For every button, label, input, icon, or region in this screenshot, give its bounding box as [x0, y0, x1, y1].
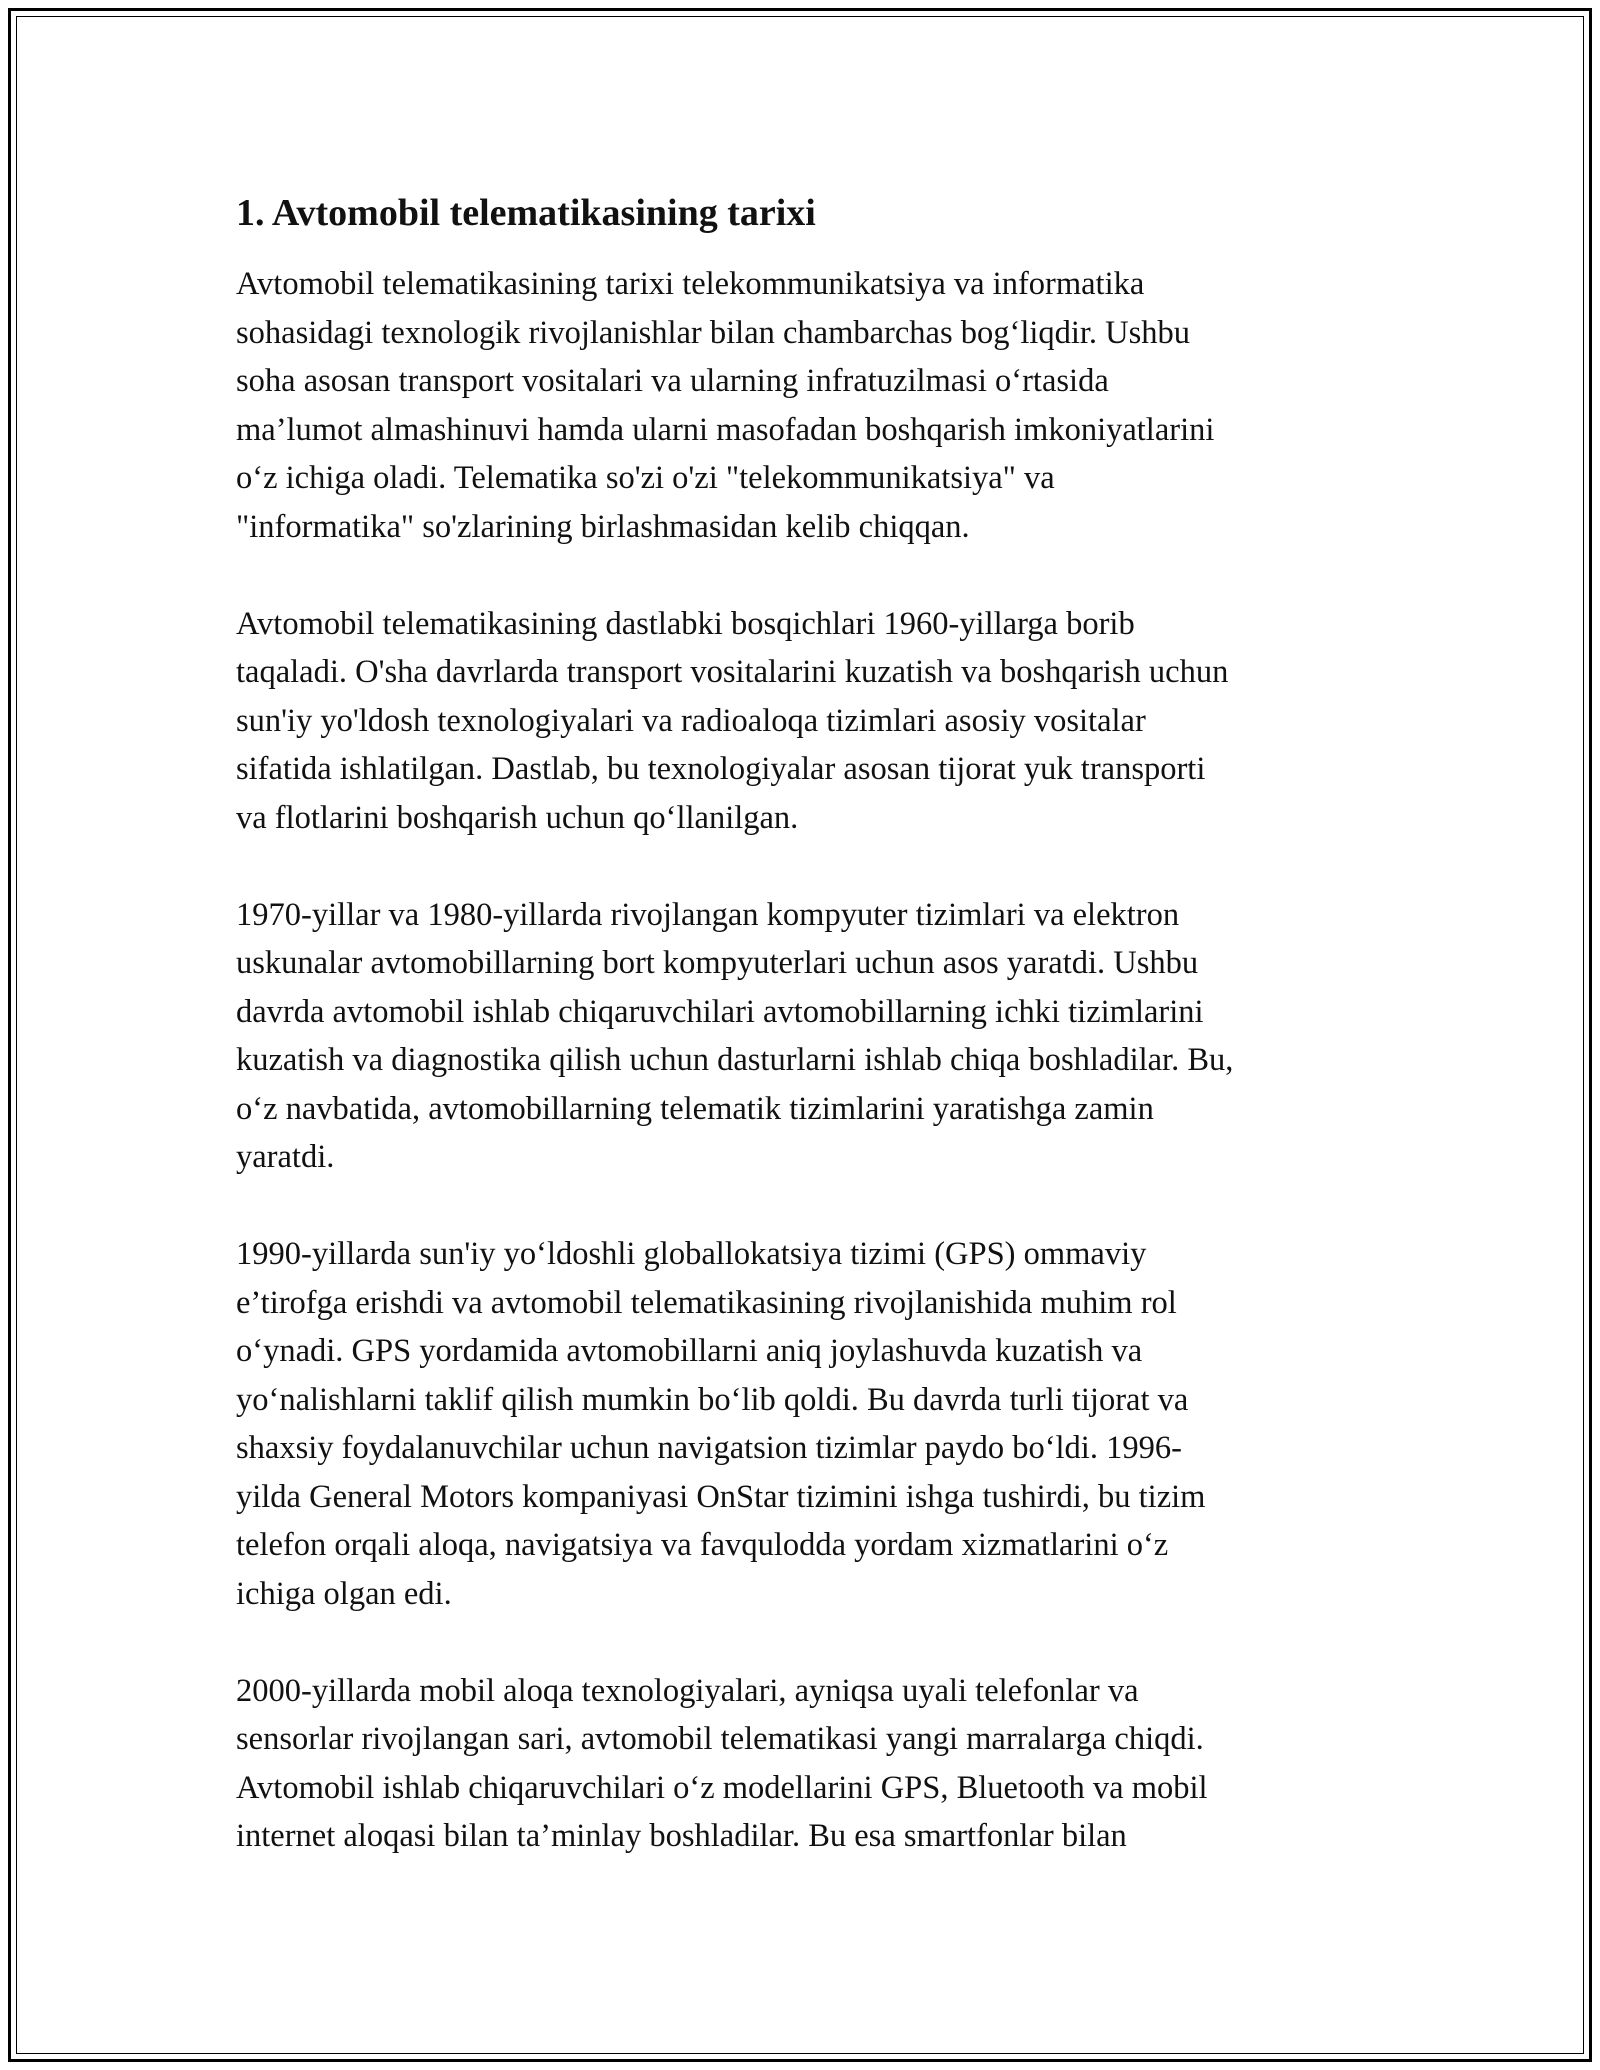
document-body: [236, 188, 1376, 1909]
text-line: telefon orqali aloqa, navigatsiya va favqulodda yordam xizmatlarini o‘z: [236, 1527, 1169, 1563]
paragraph-1990s: [236, 1230, 1376, 1618]
text-line: "informatika" so'zlarining birlashmasidan kelib chiqqan.: [236, 508, 970, 545]
text-line: internet aloqasi bilan ta’minlay boshladilar. Bu esa smartfonlar bilan: [236, 1818, 1127, 1854]
text-line: sensorlar rivojlangan sari, avtomobil telematikasi yangi marralarga chiqdi.: [236, 1721, 1204, 1757]
text-line: o‘ynadi. GPS yordamida avtomobillarni aniq joylashuvda kuzatish va: [236, 1333, 1143, 1369]
text-line: 1990-yillarda sun'iy yo‘ldoshli globallokatsiya tizimi (GPS) ommaviy: [236, 1236, 1147, 1272]
text-line: yaratdi.: [236, 1139, 335, 1175]
text-line: Avtomobil telematikasining dastlabki bosqichlari 1960-yillarga borib: [236, 605, 1135, 642]
text-line: Avtomobil ishlab chiqaruvchilari o‘z modellarini GPS, Bluetooth va mobil: [236, 1769, 1208, 1806]
text-line: kuzatish va diagnostika qilish uchun dasturlarni ishlab chiqa boshladilar. Bu,: [236, 1042, 1234, 1078]
text-line: sohasidagi texnologik rivojlanishlar bilan chambarchas bog‘liqdir. Ushbu: [236, 314, 1191, 351]
text-line: e’tirofga erishdi va avtomobil telematikasining rivojlanishida muhim rol: [236, 1284, 1177, 1321]
text-line: ma’lumot almashinuvi hamda ularni masofadan boshqarish imkoniyatlarini: [236, 411, 1215, 448]
paragraph-1960s: [236, 600, 1376, 843]
text-line: o‘z ichiga oladi. Telematika so'zi o'zi "telekommunikatsiya" va: [236, 460, 1055, 496]
text-line: soha asosan transport vositalari va ularning infratuzilmasi o‘rtasida: [236, 363, 1109, 399]
text-line: 2000-yillarda mobil aloqa texnologiyalari, ayniqsa uyali telefonlar va: [236, 1672, 1139, 1709]
text-line: 1970-yillar va 1980-yillarda rivojlangan kompyuter tizimlari va elektron: [236, 896, 1180, 933]
text-line: o‘z navbatida, avtomobillarning telematik tizimlarini yaratishga zamin: [236, 1090, 1154, 1127]
text-line: taqaladi. O'sha davrlarda transport vositalarini kuzatish va boshqarish uchun: [236, 654, 1229, 690]
text-line: shaxsiy foydalanuvchilar uchun navigatsion tizimlar paydo bo‘ldi. 1996-: [236, 1430, 1182, 1466]
paragraph-1970s-1980s: [236, 891, 1376, 1182]
text-line: yilda General Motors kompaniyasi OnStar tizimini ishga tushirdi, bu tizim: [236, 1478, 1206, 1515]
text-line: va flotlarini boshqarish uchun qo‘llanilgan.: [236, 799, 799, 836]
section-heading: 1. Avtomobil telematikasining tarixi: [236, 192, 816, 234]
text-line: Avtomobil telematikasining tarixi telekommunikatsiya va informatika: [236, 266, 1145, 302]
text-line: uskunalar avtomobillarning bort kompyuterlari uchun asos yaratdi. Ushbu: [236, 945, 1199, 981]
text-line: davrda avtomobil ishlab chiqaruvchilari avtomobillarning ichki tizimlarini: [236, 993, 1204, 1030]
text-line: ichiga olgan edi.: [236, 1575, 452, 1612]
paragraph-intro: [236, 260, 1376, 551]
text-line: yo‘nalishlarni taklif qilish mumkin bo‘lib qoldi. Bu davrda turli tijorat va: [236, 1381, 1189, 1418]
text-line: sifatida ishlatilgan. Dastlab, bu texnologiyalar asosan tijorat yuk transporti: [236, 751, 1206, 787]
text-line: sun'iy yo'ldosh texnologiyalari va radioaloqa tizimlari asosiy vositalar: [236, 702, 1146, 739]
paragraph-2000s: [236, 1667, 1376, 1861]
